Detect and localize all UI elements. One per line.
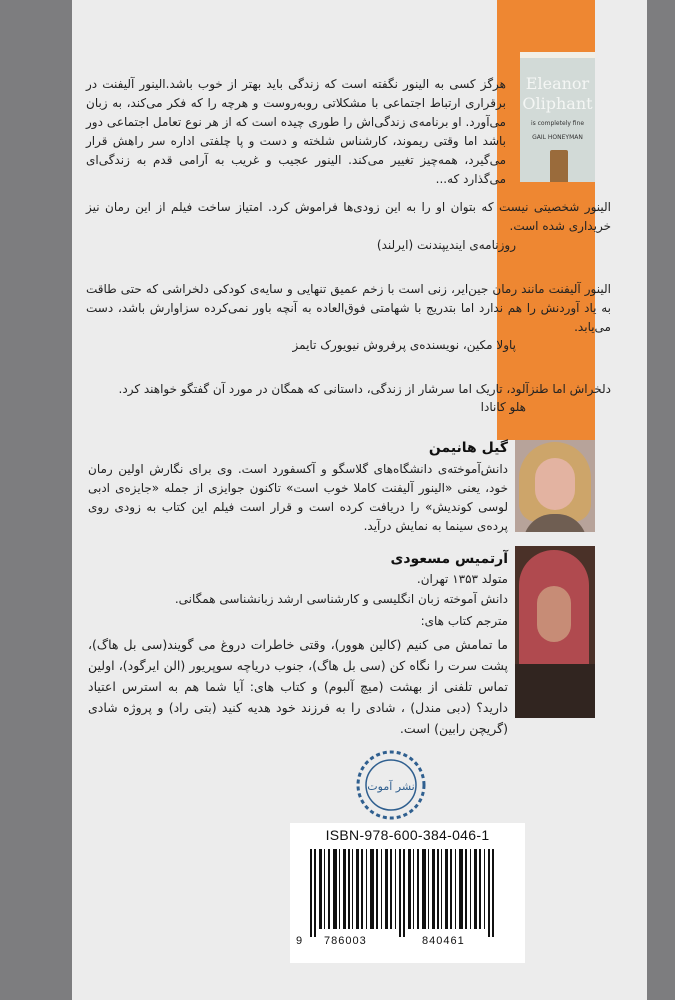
barcode-digits-right: 840461 — [422, 935, 465, 947]
translator-born: متولد ۱۳۵۳ تهران. — [416, 572, 508, 586]
blurb-text: هرگز کسی به الینور نگفته است که زندگی باید بهتر از خوب باشد.الینور آلیفنت در برقراری ارتباط اجتماعی با مشکلاتی روبه‌روست و هرچه را که فکر می‌کند، به زبان می‌آورد. او برنامه‌ی زندگی‌اش را طوری چیده است که از هر نوع تعامل اجتماعی دور باشد اما وقتی ریموند، کارشناس شلخته و دست و پا چلفتی اداره سر راهش قرار می‌گیرد، همه‌چیز تغییر می‌کند. الینور عجیب و غریب به آرامی قدم به زندگی‌ای می‌گذارد که... — [86, 77, 506, 186]
review-1-source: روزنامه‌ی ایندیپندنت (ایرلند) — [376, 238, 516, 252]
review-3-quote: دلخراش اما طنزآلود، تاریک اما سرشار از زندگی، داستانی که همگان در مورد آن گفتگو خواهند کرد. — [118, 382, 611, 396]
publisher-logo-text: نشر آموت — [367, 780, 415, 793]
publisher-logo — [356, 750, 426, 820]
thumbnail-title-line1: Eleanor — [525, 74, 590, 93]
translator-name: آرتمیس مسعودی — [390, 551, 508, 567]
review-1-quote: الینور شخصیتی نیست که بتوان او را به این زودی‌ها فراموش کرد. امتیاز ساخت فیلم از این رمان نیز خریداری شده است. — [86, 200, 611, 233]
thumbnail-subtitle: is completely fine — [530, 120, 585, 127]
review-3-source: هلو کانادا — [480, 400, 526, 414]
barcode — [290, 823, 525, 963]
author-bio: دانش‌آموخته‌ی دانشگاه‌های گلاسگو و آکسفورد است. وی برای نگارش اولین رمان خود، یعنی «الینور آلیفنت کاملا خوب است» تاکنون جوایزی از جمله «جایزه‌ی ادبی لوسی کوندیش» را دریافت کرده است و قرار است فیلم این کتاب به زودی روی پرده‌ی سینما به نمایش درآید. — [88, 462, 508, 533]
author-photo — [515, 440, 595, 532]
thumbnail-author: GAIL HONEYMAN — [532, 134, 583, 141]
author-name: گیل هانیمن — [428, 440, 508, 456]
translator-photo — [515, 546, 595, 718]
drink-illustration — [550, 150, 568, 182]
front-cover-thumbnail — [520, 52, 595, 182]
thumbnail-title-line2: Oliphant — [522, 94, 593, 113]
barcode-digits-left: 786003 — [324, 935, 367, 947]
review-2-source: پاولا مکین، نویسنده‌ی پرفروش نیویورک تایمز — [292, 338, 516, 352]
isbn-text: ISBN-978-600-384-046-1 — [325, 827, 490, 843]
barcode-bars — [300, 849, 514, 937]
translator-books: ما تمامش می کنیم (کالین هوور)، وقتی خاطرات دروغ می گویند(سی بل هاگ)، پشت سرت را نگاه کن (سی بل هاگ)، جنوب دریاچه سوپریور (الن ایرگود)، اولین تماس تلفنی از بهشت (میچ آلبوم) و کتاب های: آیا شما هم به استرس اعتیاد دارید؟ (دبی مندل) ، شادی را به فرزند خود هدیه کنید (بتی راد) و پروژه شادی (گریچن رابین) است. — [88, 637, 508, 736]
translator-books-heading: مترجم کتاب های: — [420, 614, 508, 628]
translator-education: دانش آموخته زبان انگلیسی و کارشناسی ارشد زبانشناسی همگانی. — [174, 592, 508, 606]
barcode-digit-first: 9 — [296, 935, 303, 947]
review-2-quote: الینور آلیفنت مانند رمان جین‌ایر، زنی است با زخم عمیق تنهایی و سایه‌ی کودکی دلخراشی که حتی طاقت به یاد آوردنش را هم ندارد اما بتدریج با شهامتی فوق‌العاده به آنچه باور نمی‌کرده سزاوارش باشد، دست می‌یابد. — [86, 282, 611, 334]
